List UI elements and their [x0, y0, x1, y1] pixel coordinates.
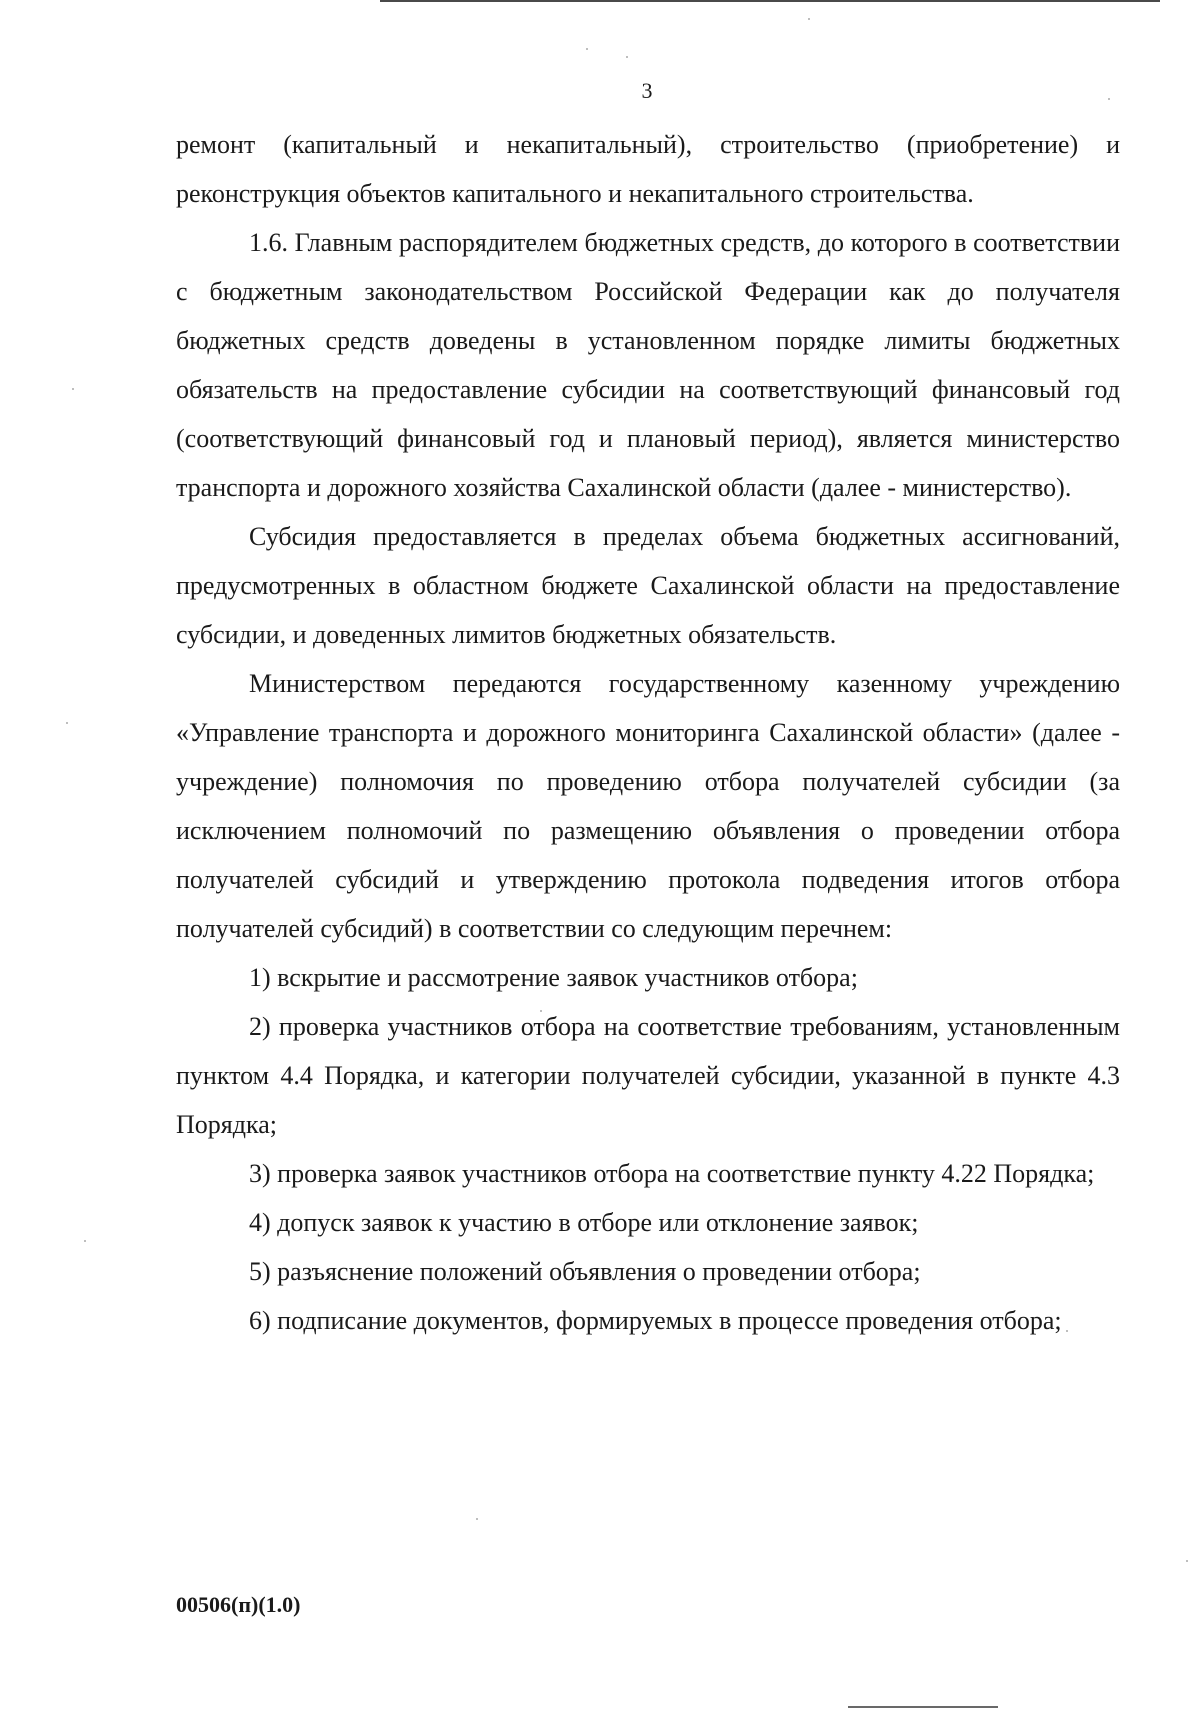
list-item-4: 4) допуск заявок к участию в отборе или отклонение заявок;	[249, 1208, 919, 1237]
list-item-6: 6) подписание документов, формируемых в процессе проведения отбора;	[249, 1306, 1062, 1335]
scan-speck	[808, 18, 810, 20]
list-item-1: 1) вскрытие и рассмотрение заявок участников отбора;	[249, 963, 858, 992]
scan-speck	[1108, 98, 1110, 100]
list-item-2: 2) проверка участников отбора на соответствие требованиям, установленным пунктом 4.4 Порядка, и категории получателей субсидии, указанной в пункте 4.3 Порядка;	[176, 1012, 1120, 1139]
scan-top-edge-line	[380, 0, 1160, 2]
scan-speck	[72, 388, 74, 390]
scan-speck	[66, 722, 68, 724]
document-body	[176, 120, 1120, 1345]
paragraph-continuation: ремонт (капитальный и некапитальный), строительство (приобретение) и реконструкция объектов капитального и некапитального строительства.	[176, 130, 1120, 208]
scan-speck	[1066, 1330, 1068, 1332]
scan-speck	[476, 1518, 478, 1520]
list-item-5: 5) разъяснение положений объявления о проведении отбора;	[249, 1257, 921, 1286]
scan-speck	[586, 48, 588, 50]
scan-speck	[540, 1010, 542, 1012]
paragraph-1-6: 1.6. Главным распорядителем бюджетных средств, до которого в соответствии с бюджетным законодательством Российской Федерации как до получателя бюджетных средств доведены в установленном порядке лимиты бюджетных обязательств на предоставление субсидии на соответствующий финансовый год (соответствующий финансовый год и плановый период), является министерство транспорта и дорожного хозяйства Сахалинской области (далее - министерство).	[176, 228, 1120, 502]
scan-bottom-edge-line	[848, 1706, 998, 1708]
scan-speck	[1186, 1560, 1188, 1562]
scan-speck	[626, 56, 628, 58]
document-code-footer: 00506(п)(1.0)	[176, 1592, 301, 1617]
paragraph-delegated-powers: Министерством передаются государственному казенному учреждению «Управление транспорта и дорожного мониторинга Сахалинской области» (далее - учреждение) полномочия по проведению отбора получателей субсидии (за исключением полномочий по размещению объявления о проведении отбора получателей субсидий и утверждению протокола подведения итогов отбора получателей субсидий) в соответствии со следующим перечнем:	[176, 669, 1120, 943]
paragraph-subsidy-limits: Субсидия предоставляется в пределах объема бюджетных ассигнований, предусмотренных в областном бюджете Сахалинской области на предоставление субсидии, и доведенных лимитов бюджетных обязательств.	[176, 522, 1120, 649]
list-item-3: 3) проверка заявок участников отбора на соответствие пункту 4.22 Порядка;	[249, 1159, 1095, 1188]
scan-speck	[84, 1240, 86, 1242]
page-number: 3	[641, 78, 653, 103]
